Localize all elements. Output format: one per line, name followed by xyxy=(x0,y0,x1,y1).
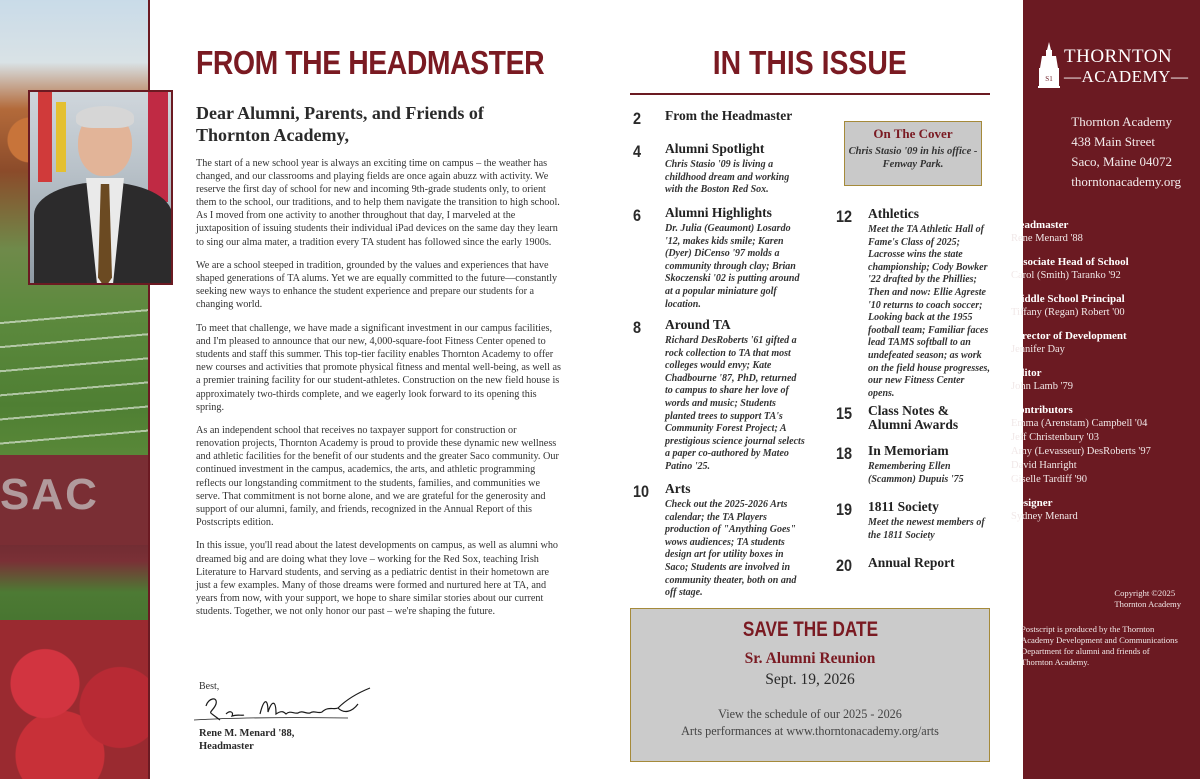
staff-name: Jennifer Day xyxy=(1011,344,1065,355)
in-this-issue-title: IN THIS ISSUE xyxy=(713,44,907,81)
toc-description: Dr. Julia (Geaumont) Losardo '12, makes kids smile; Karen (Dyer) DiCenso '97 molds a community through clay; Brian Skoczenski '02 is putting around at a popular miniature golf location. xyxy=(665,223,800,310)
toc-item[interactable] xyxy=(836,404,996,436)
logo-wordmark-bottom: —ACADEMY— xyxy=(1064,67,1189,86)
staff-role: Associate Head of School xyxy=(1011,256,1129,268)
toc-title: 1811 Society xyxy=(868,499,939,514)
toc-item[interactable] xyxy=(633,482,813,597)
staff-role: Designer xyxy=(1011,497,1053,509)
bell-tower-icon xyxy=(1036,42,1062,88)
schedule-note: View the schedule of our 2025 - 2026 Arts performances at www.thorntonacademy.org/arts xyxy=(631,706,989,740)
website-link[interactable]: thorntonacademy.org xyxy=(1071,174,1181,189)
logo-wordmark-top: THORNTON xyxy=(1064,46,1173,67)
signer-name: Rene M. Menard '88, xyxy=(199,728,295,739)
toc-title: Annual Report xyxy=(868,555,955,570)
toc-page-number: 10 xyxy=(633,482,650,501)
staff-name: Amy (Levasseur) DesRoberts '97 xyxy=(1011,446,1151,457)
toc-description: Richard DesRoberts '61 gifted a rock collection to TA that most colleges would envy; Kate Chadbourne '87, PhD, returned to campus to share her love of words and music; Students planted trees to support TA's Community Forest Project; A prestigious science journal selects a paper co-authored by Mateo Patino '25. xyxy=(665,335,805,472)
signer-block xyxy=(199,727,294,753)
toc-item[interactable] xyxy=(633,109,833,129)
staff-name: Tiffany (Regan) Robert '00 xyxy=(1011,307,1125,318)
toc-page-number: 6 xyxy=(633,206,642,225)
staff-name: Emma (Arenstam) Campbell '04 xyxy=(1011,418,1148,429)
toc-item[interactable] xyxy=(633,206,813,311)
toc-page-number: 2 xyxy=(633,109,642,128)
staff-name: Giselle Tardiff '90 xyxy=(1011,474,1088,485)
toc-page-number: 12 xyxy=(836,207,853,226)
toc-page-number: 18 xyxy=(836,444,853,463)
toc-title: Alumni Spotlight xyxy=(665,141,765,156)
cover-title: On The Cover xyxy=(873,126,953,141)
signature-image xyxy=(188,684,378,726)
toc-item[interactable] xyxy=(633,142,813,197)
toc-description: Remembering Ellen (Scammon) Dupuis '75 xyxy=(868,461,964,485)
copyright-notice: Copyright ©2025 Thornton Academy xyxy=(1114,588,1181,609)
staff-role: Headmaster xyxy=(1011,219,1069,231)
staff-role: Middle School Principal xyxy=(1011,293,1125,305)
save-the-date-box xyxy=(630,608,990,762)
toc-page-number: 20 xyxy=(836,556,853,575)
save-the-date-title: SAVE THE DATE xyxy=(742,618,878,641)
staff-role: Director of Development xyxy=(1011,330,1127,342)
letter-paragraph: In this issue, you'll read about the latest developments on campus, as well as alumni who dreamed big and are doing what they love – working for the Red Sox, teaching Irish Literature to Harvard students, and serving as a pediatric dentist in their hometown are just a few examples. Many of those dreams were formed and nurtured here at TA, and years from now, with your support, we hope to share similar stories about our current students. Together, we not only honor our past – we're shaping the future. xyxy=(196,540,559,617)
publication-note: Postscript is produced by the Thornton Academy Development and Communications Department for alumni and friends of Thornton Academy. xyxy=(1021,624,1178,667)
toc-item[interactable] xyxy=(836,444,996,489)
staff-name: Rene Menard '88 xyxy=(1011,233,1083,244)
letter-closing: Best, xyxy=(199,681,220,692)
field-lines xyxy=(0,300,150,450)
toc-title: From the Headmaster xyxy=(665,108,793,123)
staff-role: Contributors xyxy=(1011,404,1073,416)
staff-name: Sydney Menard xyxy=(1011,511,1078,522)
staff-name: David Hanright xyxy=(1011,460,1077,471)
toc-item[interactable] xyxy=(633,318,813,473)
staff-role: Editor xyxy=(1011,367,1042,379)
toc-title: In Memoriam xyxy=(868,443,949,458)
toc-description: Check out the 2025-2026 Arts calendar; the TA Players production of "Anything Goes" wows audiences; TA students design art for utility boxes in Saco; Students are involved in community theater, both on and off stage. xyxy=(665,499,797,599)
letter-paragraph: We are a school steeped in tradition, grounded by the values and experiences that have shaped generations of TA alums. Yet we are equally committed to the future—constantly seeking new ways to enhance the student experience and prepare our students for a changing world. xyxy=(196,260,558,311)
arts-url-line: Arts performances at www.thorntonacademy.org/arts xyxy=(681,724,939,738)
headmaster-portrait xyxy=(28,90,173,285)
event-date: Sept. 19, 2026 xyxy=(765,671,855,688)
title-rule xyxy=(630,93,990,95)
toc-item[interactable] xyxy=(836,500,996,545)
toc-description: Meet the TA Athletic Hall of Fame's Class of 2025; Lacrosse wins the state championship; Cody Bowker '22 drafted by the Phillies; Then and now: Ellie Agreste '10 returns to coach soccer; Looking back at the 1955 football team; Familiar faces lead TAMS softball to an undefeated season; as work on the field house progresses, our new Fitness Center opens. xyxy=(868,224,990,399)
letter-paragraph: To meet that challenge, we have made a significant investment in our campus facilities, and I'm pleased to announce that our new, 4,000-square-foot Fitness Center opened to students and staff this summer. This top-tier facility enables Thornton Academy to offer new courses and activities that promote physical fitness and mental well-being, as well as a premier training facility for our student-athletes. Construction on the new field house is approximately two-thirds complete, and we eagerly look forward to its opening this spring. xyxy=(196,323,561,413)
school-address: Thornton Academy 438 Main Street Saco, Maine 04072 thorntonacademy.org xyxy=(1071,112,1181,192)
toc-page-number: 4 xyxy=(633,142,642,161)
event-name: Sr. Alumni Reunion xyxy=(744,650,876,667)
staff-name: Jeff Christenbury '03 xyxy=(1011,432,1100,443)
toc-item[interactable] xyxy=(836,556,996,576)
on-the-cover-box xyxy=(844,121,982,186)
staff-name: John Lamb '79 xyxy=(1011,381,1073,392)
toc-description: Chris Stasio '09 is living a childhood dream and working with the Boston Red Sox. xyxy=(665,159,790,196)
cover-description: Chris Stasio '09 in his office - Fenway Park. xyxy=(848,146,978,170)
red-bushes xyxy=(0,620,150,779)
svg-text:S1: S1 xyxy=(1045,75,1053,83)
staff-list xyxy=(1011,218,1181,524)
thornton-academy-logo xyxy=(1036,42,1189,92)
toc-title: Arts xyxy=(665,481,691,496)
toc-item[interactable] xyxy=(836,207,996,397)
staff-name: Carol (Smith) Taranko '92 xyxy=(1011,270,1121,281)
toc-page-number: 19 xyxy=(836,500,853,519)
toc-title: Alumni Highlights xyxy=(665,205,772,220)
toc-description: Meet the newest members of the 1811 Society xyxy=(868,517,985,541)
toc-title: Athletics xyxy=(868,206,919,221)
toc-title: Class Notes & Alumni Awards xyxy=(868,403,959,432)
letter-body xyxy=(196,157,562,629)
headmaster-section-title: FROM THE HEADMASTER xyxy=(196,44,545,81)
signer-title: Headmaster xyxy=(199,741,254,752)
field-lettering: SAC xyxy=(0,470,99,519)
toc-page-number: 8 xyxy=(633,318,642,337)
letter-salutation: Dear Alumni, Parents, and Friends of Thornton Academy, xyxy=(196,103,484,145)
letter-paragraph: The start of a new school year is always an exciting time on campus – the weather has changed, and our classrooms and playing fields are once again abuzz with activity. We reserve the first day of school for new and incoming 9th-grade students only, to orient them to the school, our traditions, and to help them navigate the transition to high school. As I moved from one activity to another throughout that day, I marveled at the juxtaposition of issuing students their individual iPad devices on the same day they learn to sing our alma mater, a tradition every TA student has followed since the early 1900s. xyxy=(196,158,560,248)
letter-paragraph: As an independent school that receives no taxpayer support for construction or renovation projects, Thornton Academy is proud to provide these dynamic new wellness and athletic facilities for the benefit of our students and the greater Saco community. Our continued investment in the campus, academics, the arts, and athletic programming reflects our longstanding commitment to the students, families, and communities we serve. That commitment is not borne alone, and we are grateful for the generosity and support of our alumni, family, and friends, recognized in the Annual Report of this Postscripts edition. xyxy=(196,425,559,528)
toc-page-number: 15 xyxy=(836,404,853,423)
toc-title: Around TA xyxy=(665,317,731,332)
